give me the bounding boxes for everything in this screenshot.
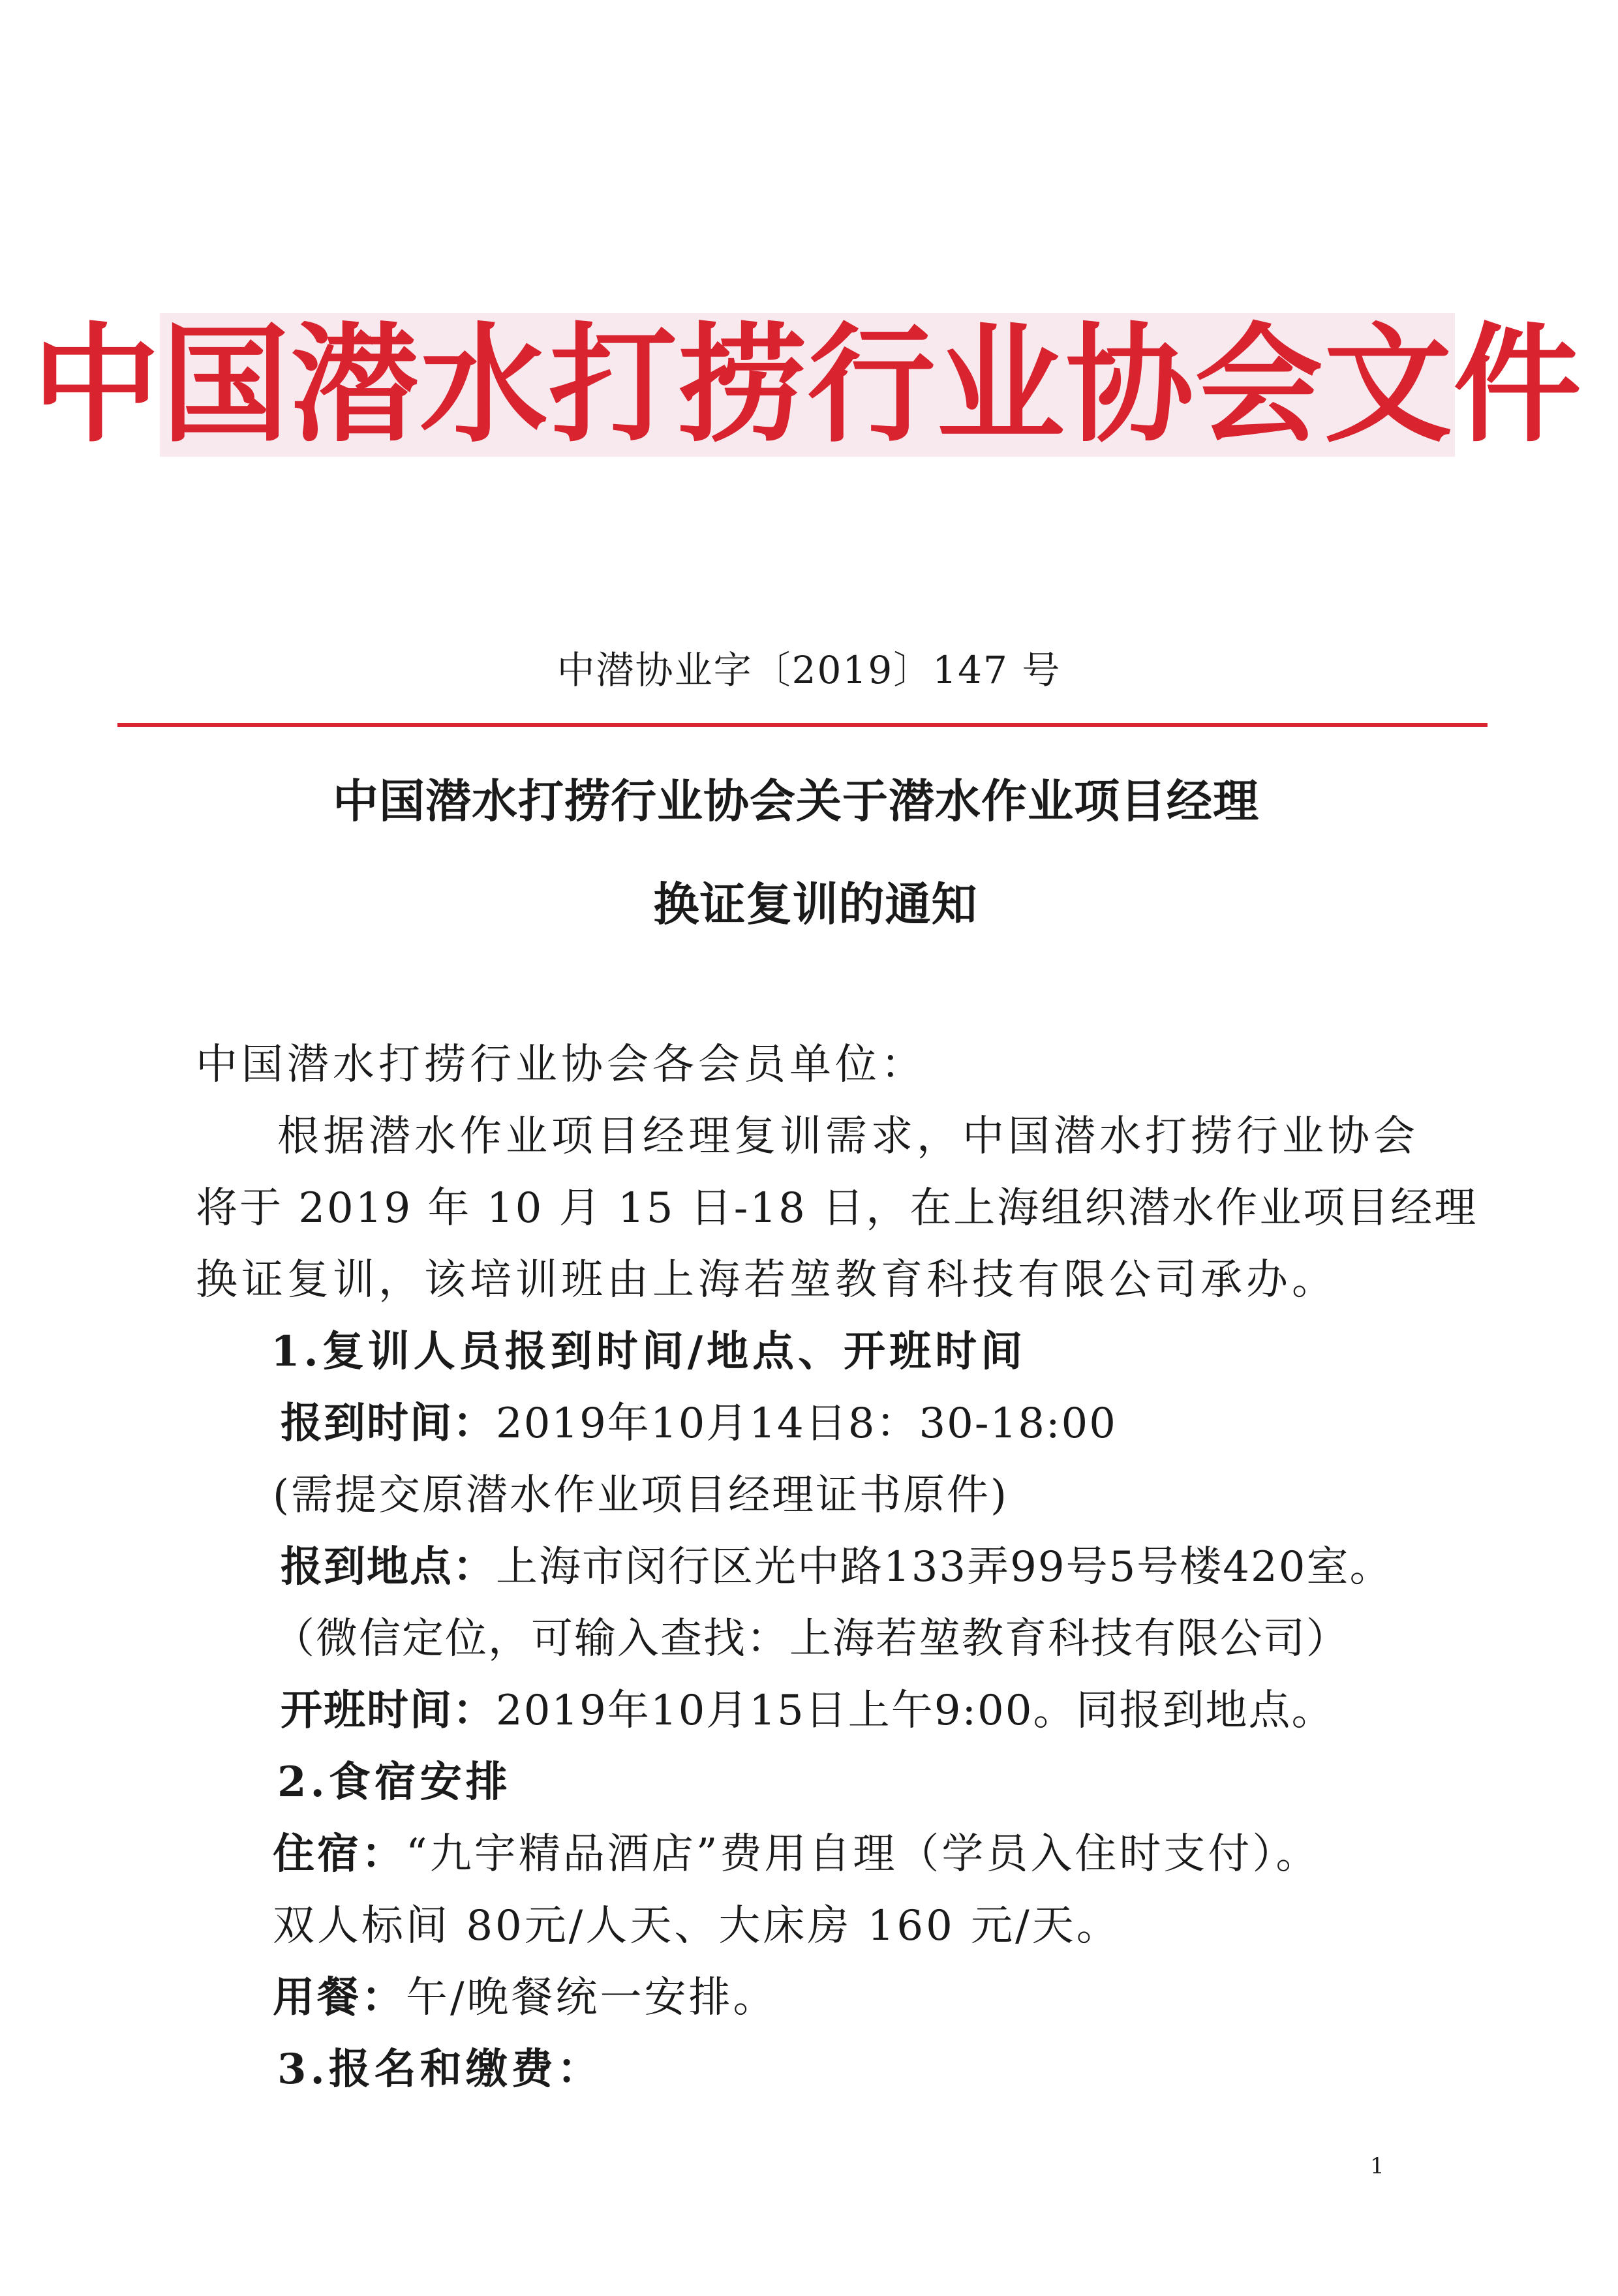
wechat-note: （微信定位，可输入查找：上海若堃教育科技有限公司） xyxy=(273,1615,1349,1663)
salutation: 中国潜水打捞行业协会各会员单位： xyxy=(196,1041,926,1089)
opening-time-label: 开班时间： xyxy=(281,1686,496,1735)
paragraph-1-line-3: 换证复训，该培训班由上海若堃教育科技有限公司承办。 xyxy=(196,1256,1337,1304)
lodging-label: 住宿： xyxy=(273,1829,406,1878)
letterhead-banner xyxy=(32,310,1583,460)
checkin-place-value: 上海市闵行区光中路133弄99号5号楼420室。 xyxy=(496,1543,1393,1591)
section-1-heading: 1.复训人员报到时间/地点、开班时间 xyxy=(271,1327,1027,1376)
opening-time xyxy=(281,1686,1335,1735)
checkin-time xyxy=(281,1399,1117,1448)
checkin-place xyxy=(281,1542,1393,1591)
paragraph-1-line-2: 将于 2019 年 10 月 15 日-18 日，在上海组织潜水作业项目经理 xyxy=(196,1184,1478,1232)
page-number: 1 xyxy=(1370,2153,1384,2179)
paragraph-1-line-1: 根据潜水作业项目经理复训需求，中国潜水打捞行业协会 xyxy=(277,1112,1419,1161)
lodging-value: “九宇精品酒店”费用自理（学员入住时支付）。 xyxy=(406,1830,1320,1878)
checkin-time-value: 2019年10月14日8：30-18:00 xyxy=(496,1400,1117,1448)
notice-title-line-1: 中国潜水打捞行业协会关于潜水作业项目经理 xyxy=(333,774,1259,828)
section-2-heading: 2.食宿安排 xyxy=(277,1758,511,1807)
document-number: 中潜协业字〔2019〕147 号 xyxy=(557,648,1061,692)
red-divider xyxy=(117,723,1488,727)
notice-title-line-2: 换证复训的通知 xyxy=(653,877,978,931)
room-rates: 双人标间 80元/人天、大床房 160 元/天。 xyxy=(273,1902,1121,1950)
letterhead-title: 中国潜水打捞行业协会文件 xyxy=(32,310,1583,460)
opening-time-value: 2019年10月15日上午9:00。同报到地点。 xyxy=(496,1687,1335,1735)
checkin-note: (需提交原潜水作业项目经理证书原件) xyxy=(273,1471,1009,1520)
section-3-heading: 3.报名和缴费： xyxy=(277,2045,603,2094)
lodging xyxy=(273,1829,1320,1878)
meals xyxy=(273,1973,778,2022)
checkin-time-label: 报到时间： xyxy=(281,1399,496,1448)
meal-label: 用餐： xyxy=(273,1973,406,2022)
meal-value: 午/晚餐统一安排。 xyxy=(406,1974,778,2022)
checkin-place-label: 报到地点： xyxy=(281,1542,496,1591)
